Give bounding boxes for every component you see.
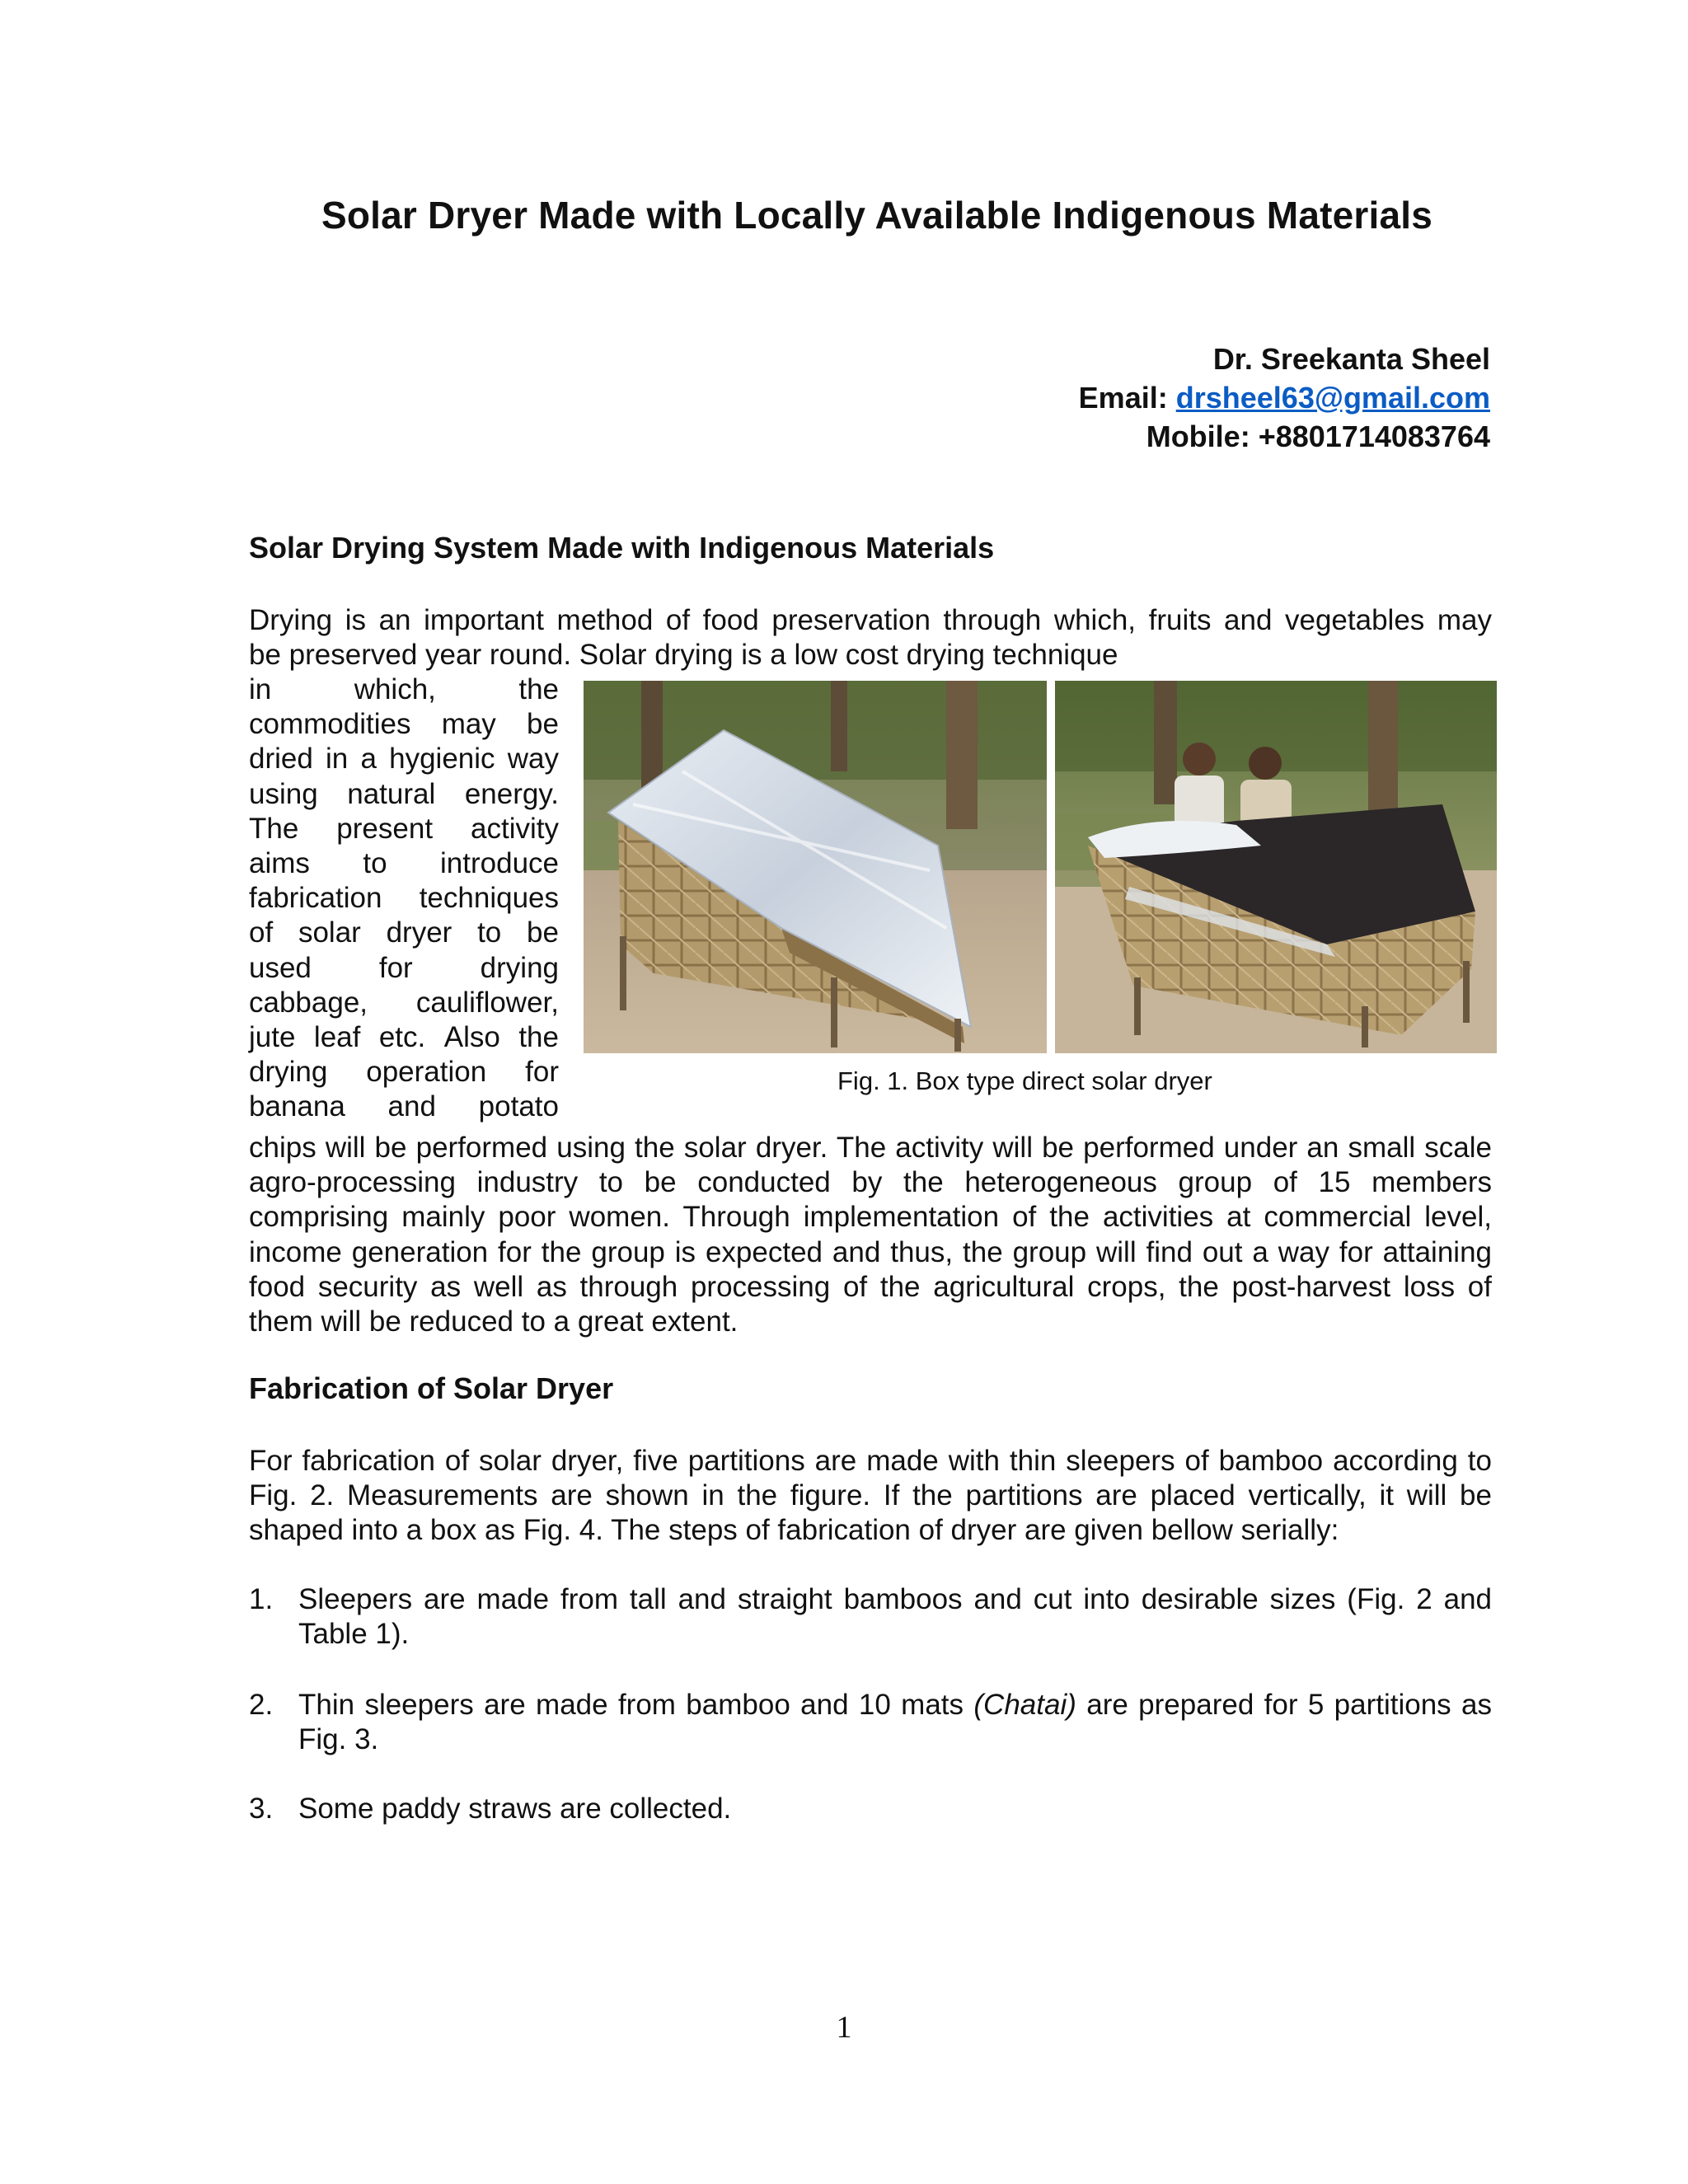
wrap-word: to [477,916,502,949]
list-text-part: are prepared for 5 partitions as Fig. 3. [298,1689,1493,1756]
wrap-word: way [507,743,559,776]
wrap-word: solar [298,916,361,949]
wrap-word: for [525,1056,559,1089]
wrap-word: operation [366,1056,487,1089]
intro-line: be preserved year round. Solar drying is a low cost drying technique [249,639,1118,672]
wrap-word: used [249,951,312,984]
list-item [249,1792,1492,1826]
author-mobile: Mobile: +8801714083764 [1146,419,1490,453]
wrap-line [249,673,559,707]
wrap-word: to [363,847,387,880]
list-text [298,1688,1492,1757]
list-number: 1. [249,1583,274,1615]
wrap-word: activity [471,812,559,845]
wrap-word: using [249,777,318,810]
wrap-word: banana [249,1090,345,1123]
list-item [249,1688,1492,1757]
wrap-word: a [360,743,377,776]
author-email-line [1079,378,1490,417]
wrap-word: energy. [464,777,559,810]
dryer-photo-covered [584,681,1047,1053]
wrap-word: in [326,743,349,776]
document-title: Solar Dryer Made with Locally Available Indigenous Materials [321,194,1433,237]
wrap-word: The [249,812,299,845]
fabrication-paragraph: For fabrication of solar dryer, five partitions are made with thin sleepers of bamboo according to Fig. 2. Measurements are shown in the figure. If the partitions are placed vertically, it will be shaped into a box as Fig. 4. The steps of fabrication of dryer are given bellow serially: [249,1445,1492,1547]
wrap-word: fabrication [249,882,382,915]
wrap-word: etc. [378,1021,426,1054]
figure-caption: Fig. 1. Box type direct solar dryer [837,1066,1212,1095]
intro-paragraph [249,603,1492,673]
author-block [1079,340,1490,456]
wrap-word: hygienic [389,743,495,776]
wrap-line [249,986,559,1020]
wrap-word: may [441,708,496,741]
dryer-photo-open [1055,681,1497,1053]
wrap-word: introduce [440,847,559,880]
wrap-word: the [518,1021,559,1054]
wrap-word: aims [249,847,310,880]
intro-line: Drying is an important method of food preservation through which, fruits and vegetables may [249,604,1492,636]
email-label: Email: [1078,381,1168,415]
wrap-line [249,951,559,986]
continuation-paragraph: chips will be performed using the solar dryer. The activity will be performed under an small scale agro-processing industry to be conducted by the heterogeneous group of 15 members comprising mainly poor women. Through implementation of the activities at commercial level, income generation for the group is expected and thus, the group will find out a way for attaining food security as well as through processing of the agricultural crops, the post-harvest loss of them will be reduced to a great extent. [249,1132,1492,1338]
wrap-word: dryer [386,916,452,949]
wrapped-text-column [249,673,559,1125]
list-item [249,1582,1492,1652]
wrap-line [249,812,559,846]
wrap-word: cabbage, [249,986,368,1019]
list-number: 3. [249,1793,274,1825]
wrap-word: Also [443,1021,500,1054]
wrap-line [249,916,559,950]
wrap-word: present [336,812,434,845]
wrap-word: jute [249,1021,296,1054]
wrap-line [249,707,559,742]
wrap-word: in [249,673,272,705]
wrap-word: natural [347,777,436,810]
page-number: 1 [836,2010,852,2045]
wrap-word: drying [480,951,559,984]
wrap-line [249,1055,559,1090]
author-name: Dr. Sreekanta Sheel [1212,342,1490,376]
section-heading-solar-drying: Solar Drying System Made with Indigenous Materials [249,531,995,565]
wrap-word: for [378,951,413,984]
wrap-word: leaf [313,1021,361,1054]
wrap-word: cauliflower, [415,986,559,1019]
wrap-word: potato [478,1090,559,1123]
wrap-line [249,1020,559,1055]
wrap-word: the [518,673,559,705]
list-text: Some paddy straws are collected. [298,1793,732,1825]
wrap-line [249,881,559,916]
wrap-word: techniques [419,882,559,915]
wrap-word: which, [354,673,436,705]
wrap-word: and [387,1090,436,1123]
wrap-word: be [527,708,559,741]
wrap-word: dried [249,743,313,776]
list-number: 2. [249,1689,274,1721]
list-text-italic: (Chatai) [973,1689,1076,1721]
wrap-line [249,742,559,776]
email-link[interactable]: drsheel63@gmail.com [1175,381,1490,415]
list-text-part: Thin sleepers are made from bamboo and 10 mats [298,1689,974,1721]
section-heading-fabrication: Fabrication of Solar Dryer [249,1371,614,1405]
wrap-word: commodities [249,708,411,741]
wrap-word: be [527,916,559,949]
wrap-word: of [249,916,274,949]
list-text: Sleepers are made from tall and straight bamboos and cut into desirable sizes (Fig. 2 and Table 1). [298,1583,1492,1651]
wrap-word: drying [249,1056,328,1089]
wrap-line [249,846,559,881]
wrap-line [249,1090,559,1124]
wrap-line [249,777,559,812]
